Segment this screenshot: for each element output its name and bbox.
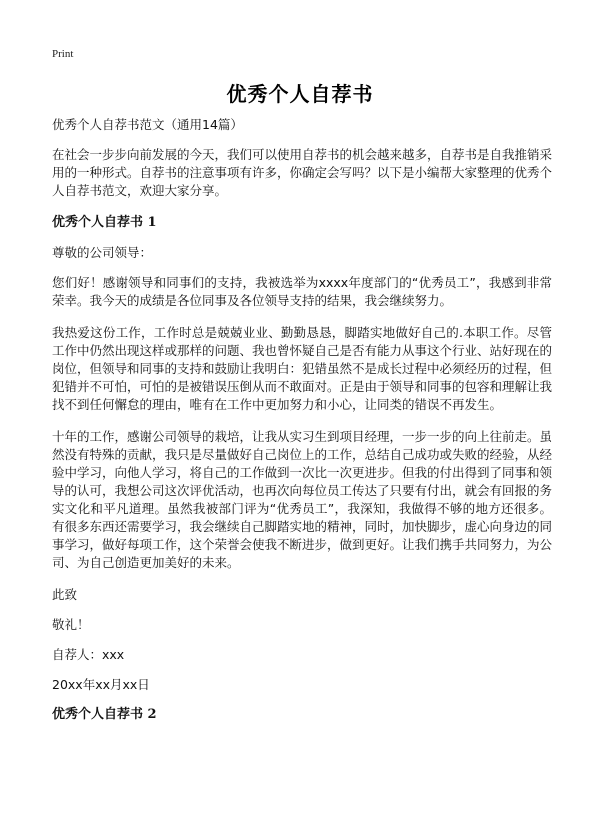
signature: 自荐人：xxx xyxy=(52,647,125,662)
closing-line-2: 敬礼！ xyxy=(52,617,90,632)
document-subtitle: 优秀个人自荐书范文（通用14篇） xyxy=(52,117,243,132)
body-paragraph-2: 我热爱这份工作，工作时总是兢兢业业、勤勤恳恳，脚踏实地做好自己的.本职工作。尽管工作中仍然出现这样或那样的问题、我也曾怀疑自己是否有能力从事这个行业、站好现在的岗位，但领导和同事的支持和鼓励让我明白：犯错虽然不是成长过程中必须经历的过程，但犯错并不可怕，可怕的是被错误压倒从而不敢面对。正是由于领导和同事的包容和理解让我找不到任何懈怠的理由，唯有在工作中更加努力和小心，让同类的错误不再发生。 xyxy=(52,325,553,412)
document-body xyxy=(52,116,552,736)
body-paragraph-1: 您们好！感谢领导和同事们的支持，我被选举为xxxx年度部门的“优秀员工”，我感到非常荣幸。我今天的成绩是各位同事及各位领导支持的结果，我会继续努力。 xyxy=(52,275,552,308)
intro-paragraph: 在社会一步步向前发展的今天，我们可以使用自荐书的机会越来越多，自荐书是自我推销采用的一种形式。自荐书的注意事项有许多，你确定会写吗？以下是小编帮大家整理的优秀个人自荐书范文，欢迎大家分享。 xyxy=(52,147,553,198)
closing-line-1: 此致 xyxy=(52,587,78,602)
salutation: 尊敬的公司领导： xyxy=(52,245,153,260)
page-title: 优秀个人自荐书 xyxy=(226,82,374,106)
body-paragraph-3: 十年的工作，感谢公司领导的栽培，让我从实习生到项目经理，一步一步的向上往前走。虽然没有特殊的贡献，我只是尽量做好自己岗位上的工作，总结自己成功或失败的经验，从经验中学习，向他人学习，将自己的工作做到一次比一次更进步。但我的付出得到了同事和领导的认可，我想公司这次评优活动，也再次向每位员工传达了只要有付出，就会有回报的务实文化和平凡道理。虽然我被部门评为“优秀员工”，我深知，我做得不够的地方还很多。有很多东西还需要学习，我会继续自己脚踏实地的精神，同时，加快脚步，虚心向身边的同事学习，做好每项工作，这个荣誉会使我不断进步，做到更好。让我们携手共同努力，为公司、为自己创造更加美好的未来。 xyxy=(52,429,553,570)
print-link[interactable]: Print xyxy=(52,48,74,60)
section-heading-1: 优秀个人自荐书 1 xyxy=(52,215,157,230)
date-line: 20xx年xx月xx日 xyxy=(52,677,150,692)
section-heading-2: 优秀个人自荐书 2 xyxy=(52,707,157,722)
